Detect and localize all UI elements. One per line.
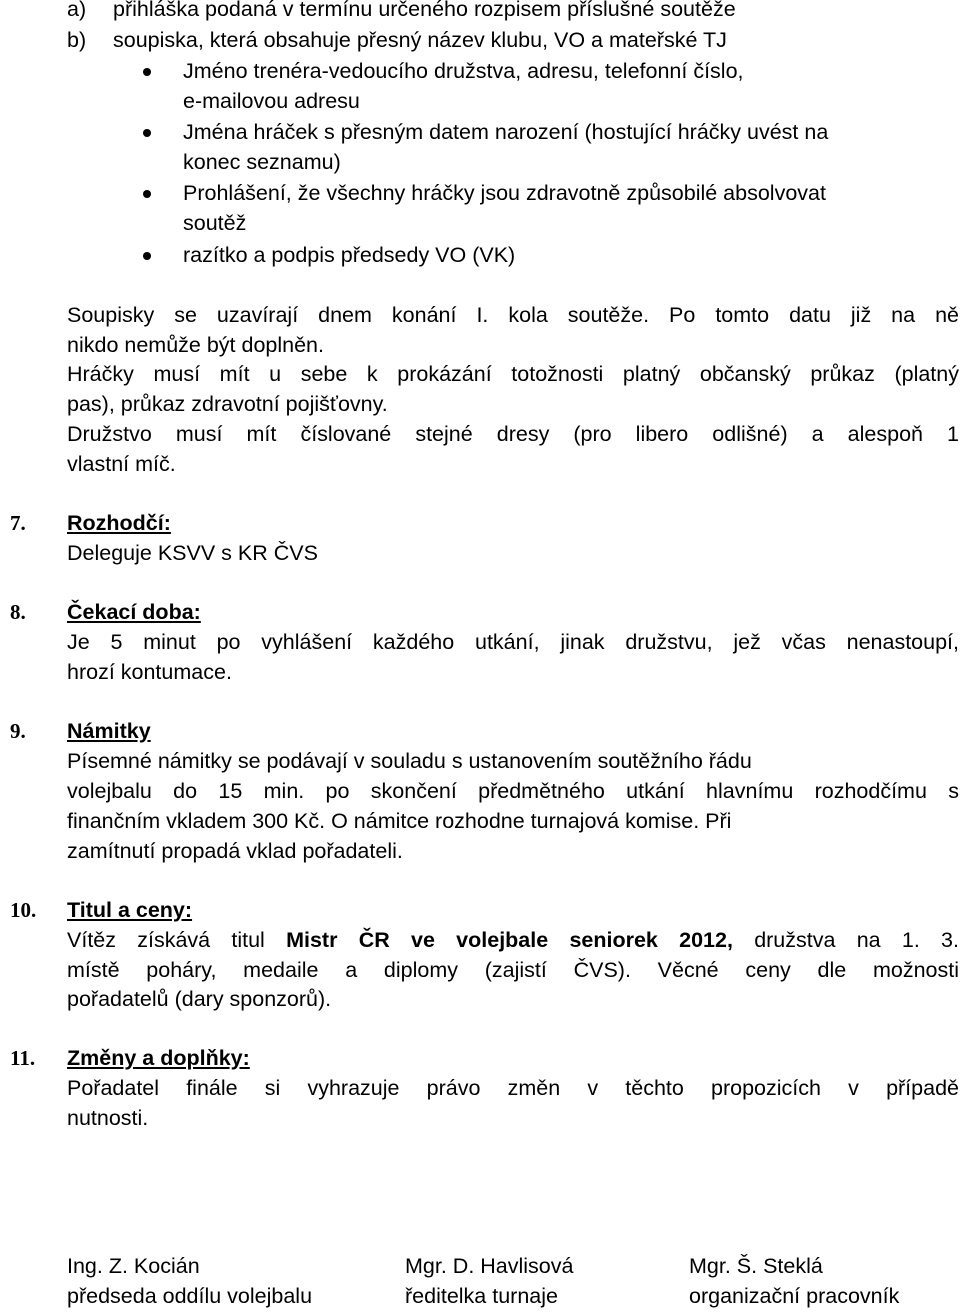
section-number: 7. [10,511,26,535]
section-text: pořadatelů (dary sponzorů). [67,987,332,1011]
signature-role: ředitelka turnaje [405,1284,558,1308]
signature-name: Mgr. Š. Steklá [689,1254,823,1278]
section-text: místě poháry, medaile a diplomy (zajistí ČVS). Věcné ceny dle možnosti [67,958,959,982]
section-text [67,925,959,955]
section-number: 8. [10,600,26,624]
section-text: Je 5 minut po vyhlášení každého utkání, jinak družstvu, jež včas nenastoupí, [67,630,959,654]
bullet-line: e-mailovou adresu [183,89,360,113]
bullet-line: razítko a podpis předsedy VO (VK) [183,243,516,267]
section-text: volejbalu do 15 min. po skončení předmětného utkání hlavnímu rozhodčímu s [67,779,959,803]
section-title: Rozhodčí: [67,511,171,535]
section-title: Čekací doba: [67,600,201,624]
list-item-b-text: soupiska, která obsahuje přesný název klubu, VO a mateřské TJ [113,28,727,52]
bullet-icon [143,190,151,198]
title-text-bold: Mistr ČR ve volejbale seniorek 2012, [286,928,733,952]
bullet-line: konec seznamu) [183,150,341,174]
signature-name: Mgr. D. Havlisová [405,1254,574,1278]
paragraph-line: Hráčky musí mít u sebe k prokázání totožnosti platný občanský průkaz (platný [67,362,959,386]
section-text: nutnosti. [67,1106,149,1130]
signature-name: Ing. Z. Kocián [67,1254,200,1278]
title-text-a: Vítěz získává titul [67,928,265,952]
list-item-a-text: přihláška podaná v termínu určeného rozpisem příslušné soutěže [113,0,736,21]
section-number: 10. [10,898,37,922]
signature-role: organizační pracovník [689,1284,900,1308]
section-text: zamítnutí propadá vklad pořadateli. [67,839,403,863]
bullet-line: Jména hráček s přesným datem narození (hostující hráčky uvést na [183,120,829,144]
section-text: Písemné námitky se podávají v souladu s ustanovením soutěžního řádu [67,749,752,773]
bullet-icon [143,68,151,76]
bullet-line: soutěž [183,211,247,235]
section-text: hrozí kontumace. [67,660,232,684]
paragraph-line: Soupisky se uzavírají dnem konání I. kola soutěže. Po tomto datu již na ně [67,303,959,327]
list-marker: a) [67,0,87,21]
bullet-icon [143,129,151,137]
title-text-c: družstva na 1. 3. [754,928,959,952]
list-item-a [67,0,86,24]
bullet-icon [143,252,151,260]
paragraph-line: pas), průkaz zdravotní pojišťovny. [67,392,388,416]
section-number: 11. [10,1046,36,1070]
list-marker: b) [67,28,87,52]
section-title: Námitky [67,719,151,743]
section-title: Změny a doplňky: [67,1046,250,1070]
paragraph-line: nikdo nemůže být doplněn. [67,333,324,357]
section-text: Pořadatel finále si vyhrazuje právo změn v těchto propozicích v případě [67,1076,959,1100]
signature-role: předseda oddílu volejbalu [67,1284,313,1308]
paragraph-line: Družstvo musí mít číslované stejné dresy (pro libero odlišné) a alespoň 1 [67,422,959,446]
section-text: Deleguje KSVV s KR ČVS [67,541,318,565]
paragraph-line: vlastní míč. [67,452,176,476]
section-number: 9. [10,719,26,743]
section-text: finančním vkladem 300 Kč. O námitce rozhodne turnajová komise. Při [67,809,732,833]
section-title: Titul a ceny: [67,898,193,922]
bullet-line: Prohlášení, že všechny hráčky jsou zdravotně způsobilé absolvovat [183,181,826,205]
list-item-b [67,25,86,55]
bullet-line: Jméno trenéra-vedoucího družstva, adresu, telefonní číslo, [183,59,744,83]
